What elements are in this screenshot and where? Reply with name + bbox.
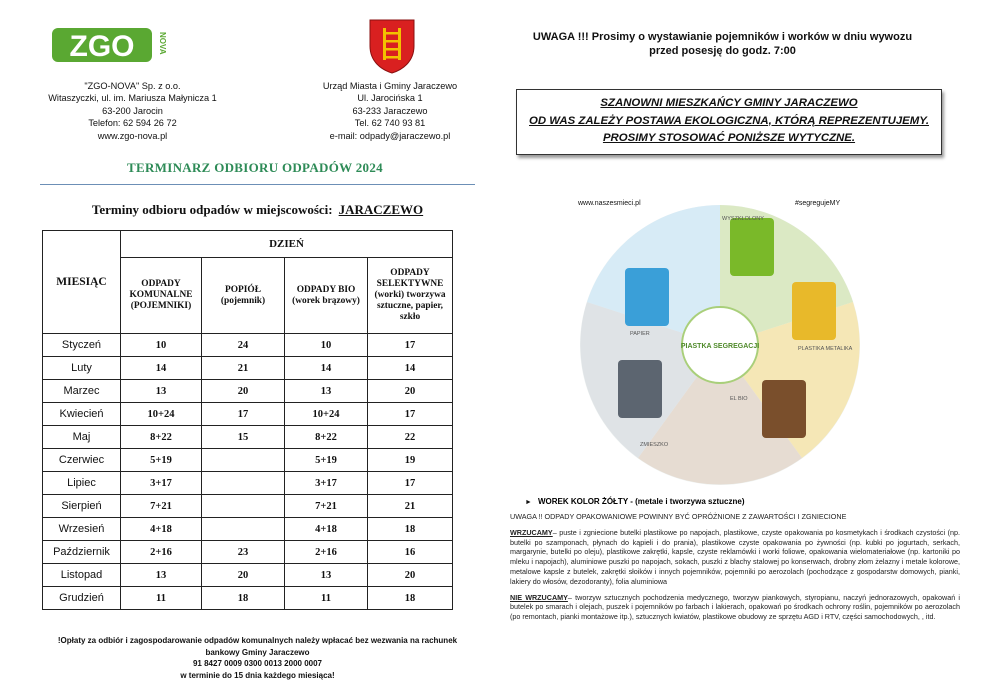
allowed-lead: WRZUCAMY — [510, 527, 553, 537]
notice-line: UWAGA !!! Prosimy o wystawianie pojemników i worków w dniu wywozu — [532, 31, 913, 43]
company-line: Witaszyczki, ul. im. Mariusza Małynicza 1 — [48, 93, 217, 104]
footnote-line: w terminie do 15 dnia każdego miesiąca! — [180, 670, 335, 680]
forbidden-text: – tworzyw sztucznych pochodzenia medycznego, tworzyw piankowych, styropianu, naczyń jednorazowych, opakowań i butelek po smarach i olejach, puszek i pojemników po farbach i lakierach, opakowań po środkach ochrony roślin, pojemników po aerozolach (po remontach, pianki montażowe itp.), sztucznych kwiatów, plastikowe obudowy ze sprzętu AGD i RTV, części samochodowych, , itd. — [510, 592, 961, 622]
footnote-line: !Opłaty za odbiór i zagospodarowanie odpadów komunalnych należy wpłacać bez wezwania na rachunek — [57, 636, 458, 645]
column-header-bio: ODPADY BIO (worek brązowy) — [285, 258, 368, 334]
selective-cell: 17 — [368, 334, 453, 357]
selective-cell: 16 — [368, 541, 453, 564]
ash-cell: 18 — [202, 587, 285, 610]
communal-cell: 10 — [121, 334, 202, 357]
bio-cell: 8+22 — [285, 426, 368, 449]
selective-cell: 19 — [368, 449, 453, 472]
plastic-label: PLASTIKA METALIKA — [798, 346, 853, 352]
brown-bio-bin-icon — [762, 380, 806, 438]
month-cell: Sierpień — [43, 495, 121, 518]
schedule-row — [43, 518, 453, 541]
section-title-text: WOREK KOLOR ŻÓŁTY - (metale i tworzywa sztuczne) — [537, 497, 745, 506]
communal-cell: 10+24 — [121, 403, 202, 426]
forbidden-items — [510, 593, 960, 622]
ash-cell: 20 — [202, 564, 285, 587]
schedule-row — [43, 403, 453, 426]
bio-cell: 10+24 — [285, 403, 368, 426]
company-line: Telefon: 62 594 26 72 — [88, 118, 177, 129]
hashtag-label: #segregujeMY — [795, 200, 841, 207]
communal-cell: 13 — [121, 380, 202, 403]
website-link[interactable]: www.naszesmieci.pl — [578, 200, 641, 207]
company-address — [20, 80, 245, 142]
selective-cell: 17 — [368, 403, 453, 426]
bio-cell: 7+21 — [285, 495, 368, 518]
communal-cell: 7+21 — [121, 495, 202, 518]
month-cell: Lipiec — [43, 472, 121, 495]
ash-cell: 21 — [202, 357, 285, 380]
bio-cell: 13 — [285, 564, 368, 587]
company-line: "ZGO-NOVA" Sp. z o.o. — [84, 81, 181, 91]
appeal-line: PROSIMY STOSOWAĆ PONIŻSZE WYTYCZNE. — [602, 132, 856, 144]
town-name: JARACZEWO — [338, 202, 424, 217]
month-cell: Czerwiec — [43, 449, 121, 472]
communal-cell: 14 — [121, 357, 202, 380]
day-header: DZIEŃ — [121, 231, 453, 258]
column-header-ash: POPIÓŁ (pojemnik) — [202, 258, 285, 334]
schedule-title: TERMINARZ ODBIORU ODPADÓW 2024 — [127, 160, 383, 175]
logo-side-text: NOVA — [158, 32, 167, 55]
ash-cell — [202, 472, 285, 495]
payment-footnote — [30, 635, 485, 681]
schedule-row — [43, 541, 453, 564]
bio-label: EL BIO — [730, 396, 748, 402]
schedule-row — [43, 587, 453, 610]
bio-cell: 14 — [285, 357, 368, 380]
triangle-bullet-icon: ► — [525, 499, 532, 506]
forbidden-lead: NIE WRZUCAMY — [510, 592, 568, 602]
selective-cell: 21 — [368, 495, 453, 518]
jaraczewo-crest — [366, 16, 418, 74]
mixed-label: ZMIESZKO — [640, 442, 669, 448]
office-line: 63-233 Jaraczewo — [352, 105, 428, 116]
green-glass-bin-icon — [730, 218, 774, 276]
month-cell: Grudzień — [43, 587, 121, 610]
ash-cell: 24 — [202, 334, 285, 357]
month-cell: Marzec — [43, 380, 121, 403]
subtitle-text: Terminy odbioru odpadów w miejscowości: — [91, 202, 333, 217]
packaging-warning: UWAGA !! ODPADY OPAKOWANIOWE POWINNY BYĆ OPRÓŻNIONE Z ZAWARTOŚCI I ZGNIECIONE — [510, 512, 847, 521]
ash-cell: 15 — [202, 426, 285, 449]
ash-cell: 23 — [202, 541, 285, 564]
office-line: Ul. Jarocińska 1 — [357, 93, 423, 104]
bio-cell: 4+18 — [285, 518, 368, 541]
communal-cell: 3+17 — [121, 472, 202, 495]
appeal-line: OD WAS ZALEŻY POSTAWA EKOLOGICZNA, KTÓRĄ REPREZENTUJEMY. — [529, 114, 929, 127]
month-cell: Styczeń — [43, 334, 121, 357]
month-cell: Maj — [43, 426, 121, 449]
communal-cell: 5+19 — [121, 449, 202, 472]
month-cell: Luty — [43, 357, 121, 380]
schedule-row — [43, 357, 453, 380]
ash-cell: 17 — [202, 403, 285, 426]
paper-label: PAPIER — [630, 331, 650, 337]
schedule-row — [43, 334, 453, 357]
bank-account-number: 91 8427 0009 0300 0013 2000 0007 — [192, 659, 322, 668]
office-email[interactable]: e-mail: odpady@jaraczewo.pl — [329, 130, 451, 141]
communal-cell: 11 — [121, 587, 202, 610]
zgo-nova-logo — [52, 26, 170, 64]
appeal-line: SZANOWNI MIESZKAŃCY GMINY JARACZEWO — [600, 97, 858, 109]
selective-cell: 14 — [368, 357, 453, 380]
company-line: 63-200 Jarocin — [102, 105, 163, 116]
segregation-wheel-graphic — [570, 190, 870, 490]
selective-cell: 20 — [368, 380, 453, 403]
communal-cell: 8+22 — [121, 426, 202, 449]
selective-cell: 18 — [368, 587, 453, 610]
schedule-row — [43, 380, 453, 403]
gray-mixed-bin-icon — [618, 360, 662, 418]
office-line: Urząd Miasta i Gminy Jaraczewo — [322, 81, 458, 91]
residents-appeal-box — [516, 89, 942, 155]
company-line: www.zgo-nova.pl — [97, 130, 168, 141]
bio-cell: 11 — [285, 587, 368, 610]
selective-cell: 18 — [368, 518, 453, 541]
title-divider — [40, 184, 475, 185]
glass-label: WYSZKŁOLONY — [722, 216, 764, 222]
communal-cell: 2+16 — [121, 541, 202, 564]
yellow-plastic-bin-icon — [792, 282, 836, 340]
blue-paper-bin-icon — [625, 268, 669, 326]
notice-warning — [505, 30, 940, 58]
wheel-center-label: PIASTKA SEGREGACJI — [680, 343, 760, 350]
ash-cell — [202, 449, 285, 472]
bio-cell: 2+16 — [285, 541, 368, 564]
allowed-text: – puste i zgniecione butelki plastikowe po napojach, plastikowe, czyste opakowania po kosmetykach i środkach czystości (np. butelki po szamponach, płynach do kąpieli i do prania), plastikowe czyste opakowania po żywności (np. kubki po jogurtach, serkach, margarynie, butelki po oleju), plastikowe zakrętki, kapsle, czyste reklamówki i worki foliowe, opakowania wielomateriałowe (np. kartoniki po mleku i napojach), aluminiowe puszki po napojach, sokach, puszki z blachy stalowej po konserwach, drobny złom żelazny i metale kolorowe, metalowe kapsle z butelek, zakrętki słoików i innych pojemników, pojemniki po aerozolach (pochodzące z gospodarstw domowych, pianki, lakiery do włosów, dezodoranty), folia aluminiowa — [510, 527, 960, 586]
month-cell: Kwiecień — [43, 403, 121, 426]
schedule-row — [43, 449, 453, 472]
schedule-row — [43, 426, 453, 449]
month-cell: Październik — [43, 541, 121, 564]
selective-cell: 17 — [368, 472, 453, 495]
selective-cell: 22 — [368, 426, 453, 449]
schedule-row — [43, 472, 453, 495]
bio-cell: 13 — [285, 380, 368, 403]
schedule-row — [43, 564, 453, 587]
yellow-bag-section-title — [525, 497, 744, 506]
column-header-communal: ODPADY KOMUNALNE (POJEMNIKI) — [121, 258, 202, 334]
ash-cell — [202, 518, 285, 541]
month-cell: Wrzesień — [43, 518, 121, 541]
bio-cell: 5+19 — [285, 449, 368, 472]
collection-schedule-table — [42, 230, 453, 610]
communal-cell: 13 — [121, 564, 202, 587]
footnote-line: bankowy Gminy Jaraczewo — [205, 647, 310, 657]
ash-cell — [202, 495, 285, 518]
allowed-items — [510, 528, 960, 587]
bio-cell: 3+17 — [285, 472, 368, 495]
sorting-guidelines — [510, 512, 960, 628]
schedule-subtitle — [40, 202, 475, 218]
month-header: MIESIĄC — [43, 231, 121, 334]
column-header-selective: ODPADY SELEKTYWNE (worki) tworzywa sztuczne, papier, szkło — [368, 258, 453, 334]
bio-cell: 10 — [285, 334, 368, 357]
ash-cell: 20 — [202, 380, 285, 403]
logo-text: ZGO — [69, 30, 135, 63]
selective-cell: 20 — [368, 564, 453, 587]
schedule-row — [43, 495, 453, 518]
communal-cell: 4+18 — [121, 518, 202, 541]
notice-line: przed posesję do godz. 7:00 — [649, 45, 796, 57]
office-address — [290, 80, 490, 142]
month-cell: Listopad — [43, 564, 121, 587]
office-line: Tel. 62 740 93 81 — [354, 118, 426, 129]
